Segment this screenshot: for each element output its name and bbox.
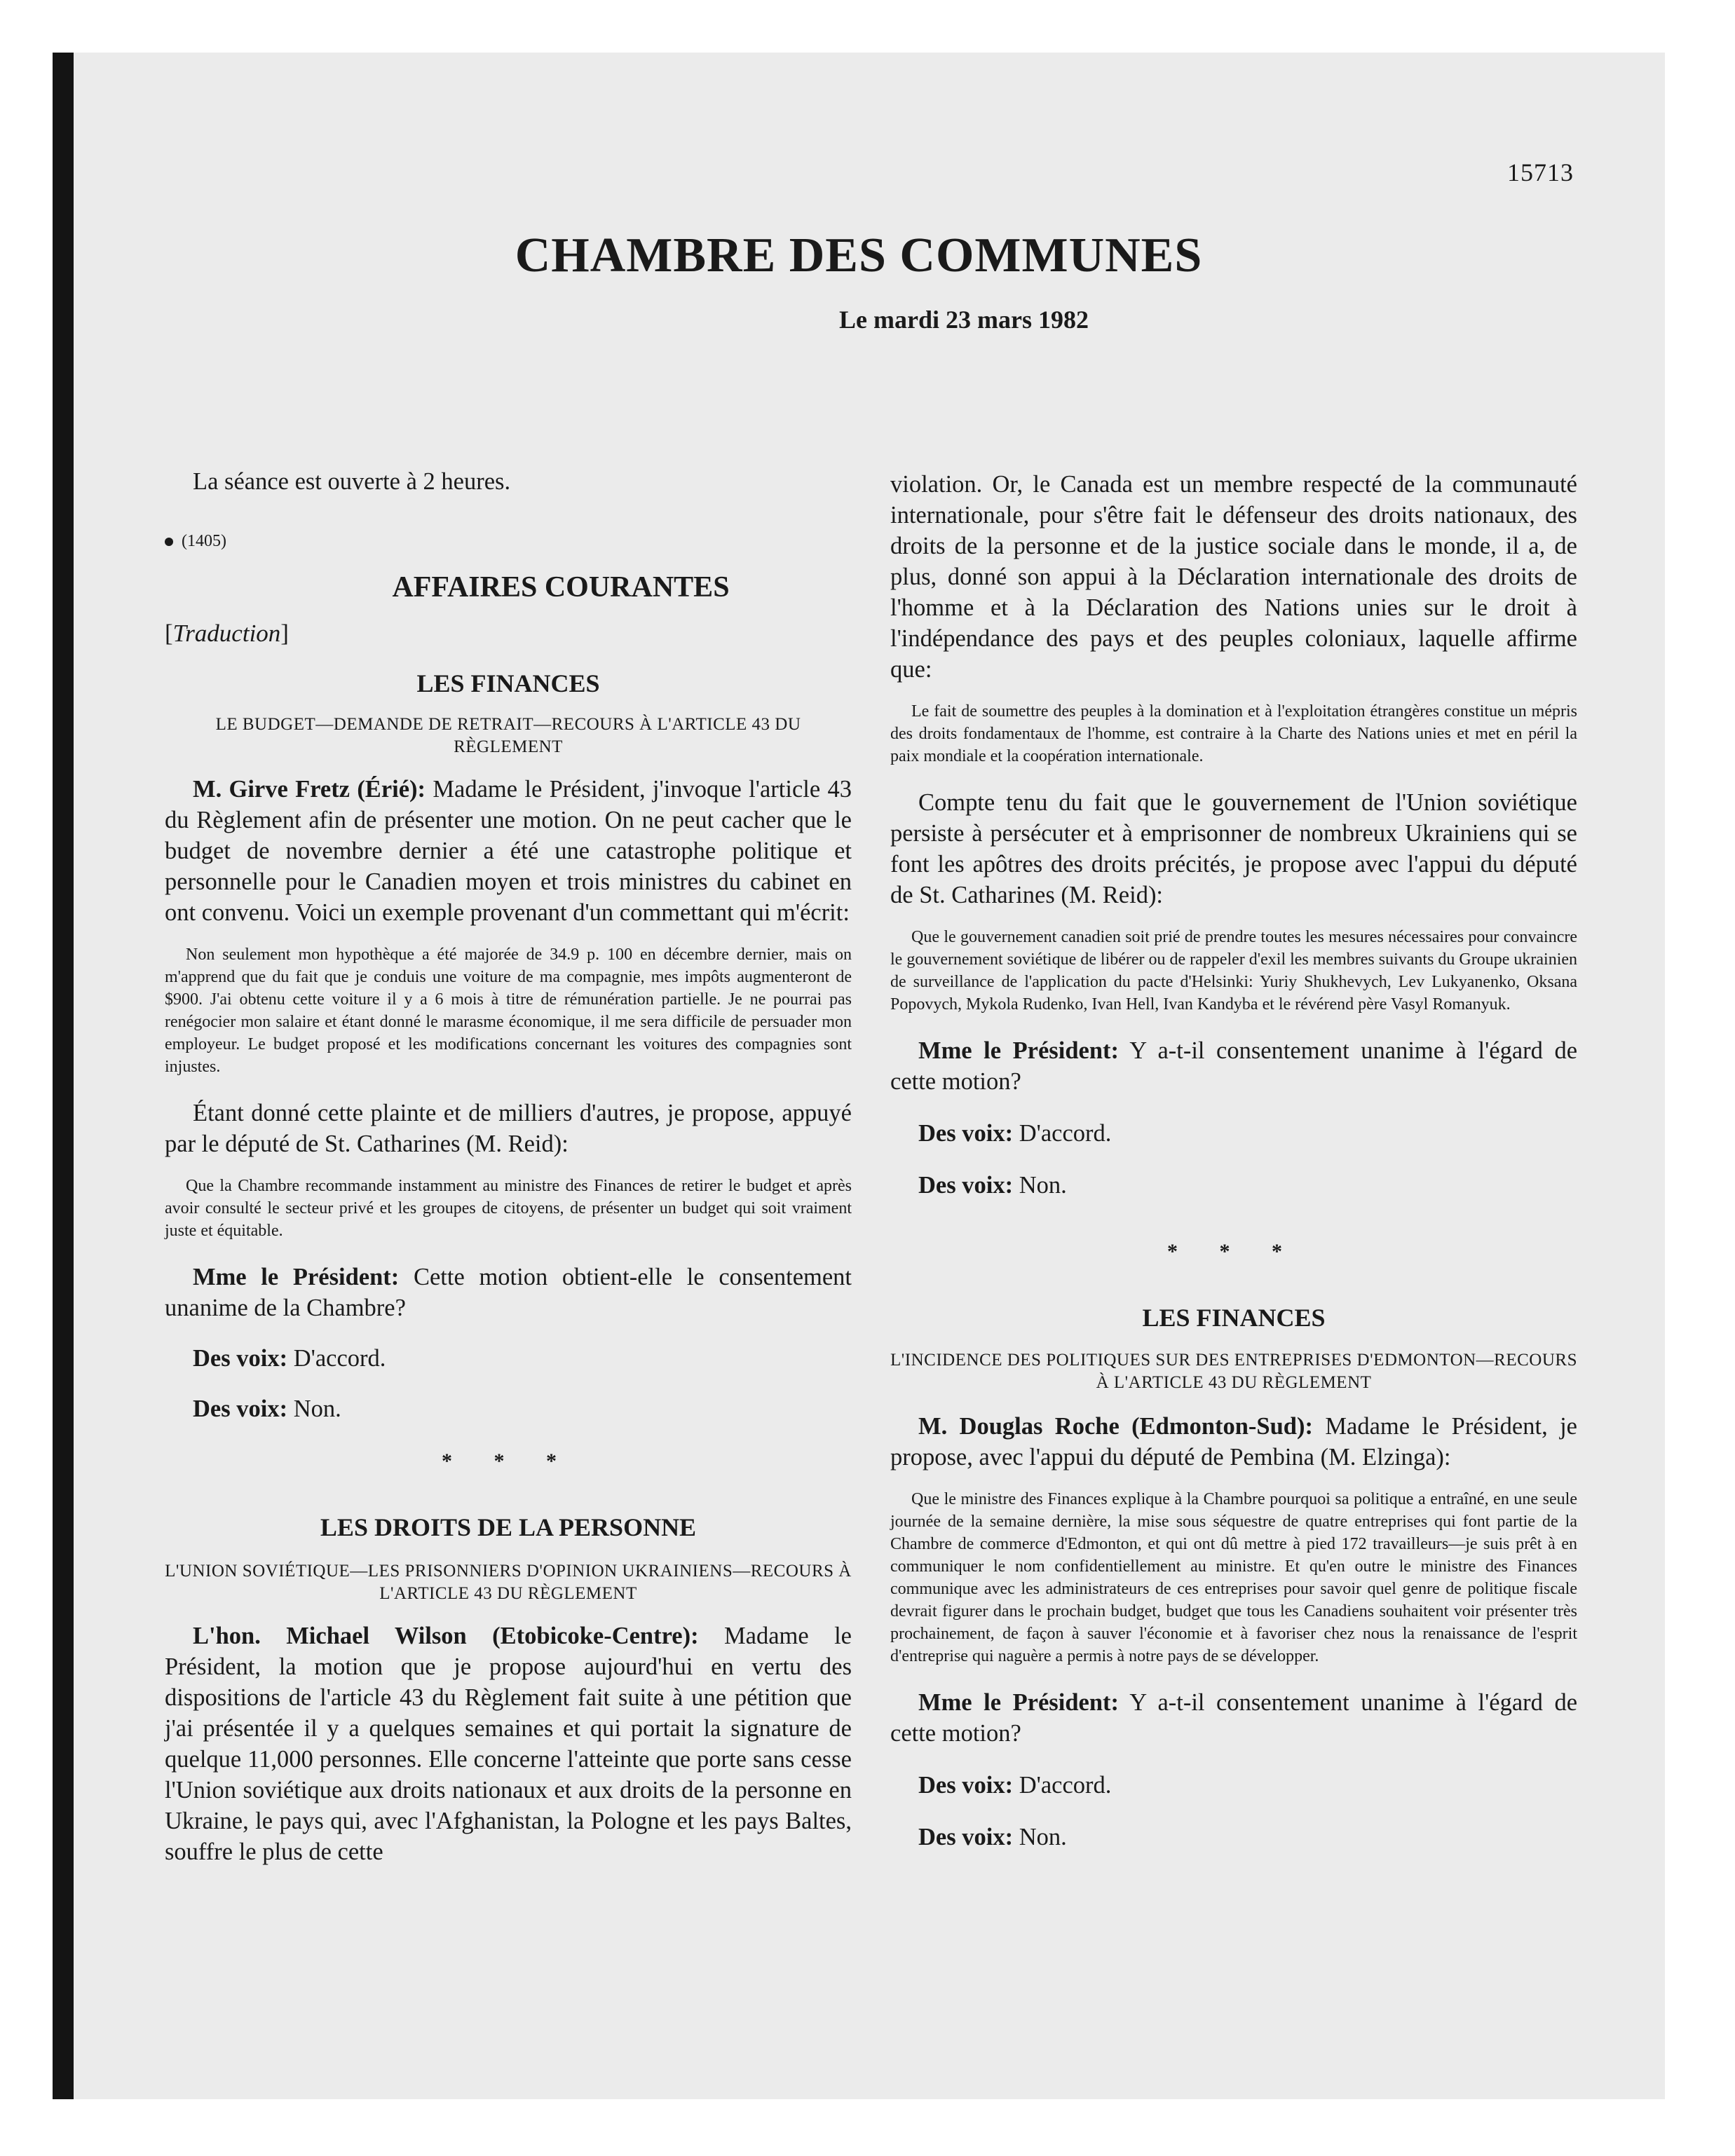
voices-no: [890, 1822, 1577, 1853]
subheading-soviet: L'UNION SOVIÉTIQUE—LES PRISONNIERS D'OPINION UKRAINIENS—RECOURS À L'ARTICLE 43 DU RÈGLEMENT: [165, 1562, 852, 1603]
voices-no-text: Non.: [1013, 1824, 1067, 1850]
speaker-president: Mme le Président:: [918, 1689, 1119, 1716]
voices-label: Des voix:: [918, 1120, 1014, 1147]
speaker-roche: M. Douglas Roche (Edmonton-Sud):: [918, 1413, 1313, 1440]
voices-yes-text: D'accord.: [1013, 1120, 1112, 1147]
voices-label: Des voix:: [193, 1396, 288, 1422]
speaker-president: Mme le Président:: [918, 1037, 1119, 1064]
paragraph-president: [165, 1262, 852, 1323]
motion-wilson-text: Que le gouvernement canadien soit prié de prendre toutes les mesures nécessaires pour convaincre le gouvernement soviétique de libérer ou de rappeler d'exil les membres suivants du Groupe ukrainien de surveillance de l'application du pacte d'Helsinki: Yuriy Shukhevych, Lev Lukyanenko, Oksana Popovych, Mykola Rudenko, Ivan Hell, Ivan Kandyba et le révérend père Vasyl Romanyuk.: [890, 928, 1578, 1014]
quote-declaration-text: Le fait de soumettre des peuples à la domination et à l'exploitation étrangères constitue un mépris des droits fondamentaux de l'homme, est contraire à la Charte des Nations unies et met en péril la paix mondiale et la coopération internationale.: [890, 702, 1577, 765]
heading-rights: LES DROITS DE LA PERSONNE: [320, 1513, 697, 1541]
paragraph-roche: [890, 1411, 1577, 1473]
text-president: Y a-t-il consentement unanime à l'égard de cette motion?: [890, 1037, 1578, 1095]
text-wilson: Madame le Président, la motion que je propose aujourd'hui en vertu des dispositions de l'article 43 du Règlement fait suite à une pétition que j'ai présentée il y a quelques semaines et qui portait la signature de quelque 11,000 personnes. Elle concerne l'atteinte que porte sans cesse l'Union soviétique aux droits nationaux et aux droits de la personne en Ukraine, le pays qui, avec l'Afghanistan, la Pologne et les pays Baltes, souffre le plus de cette: [165, 1623, 852, 1865]
motion-fretz-text: Que la Chambre recommande instamment au ministre des Finances de retirer le budget et après avoir consulté le secteur privé et les groupes de citoyens, de présenter un budget qui soit vraiment juste et équitable.: [165, 1177, 852, 1240]
paragraph-wilson-2: Compte tenu du fait que le gouvernement de l'Union soviétique persiste à persécuter et à emprisonner de nombreux Ukrainiens qui se font les apôtres des droits précités, je propose avec l'appui du député de St. Catharines (M. Reid):: [890, 789, 1577, 908]
binding-edge: [53, 53, 74, 2099]
motion-roche-text: Que le ministre des Finances explique à la Chambre pourquoi sa politique a entraîné, en une seule journée de la semaine dernière, la mise sous séquestre de quatre entreprises qui font partie de la Chambre de commerce d'Edmonton, et qui ont dû mettre à pied 172 travailleurs—je suis prêt à en communiquer le nom confidentiellement au ministre. Et qu'en outre le ministre des Finances communique avec les administrateurs de ces entreprises pour savoir quel genre de politique fiscale devrait figurer dans le prochain budget, budget que tous les Canadiens souhaitent voir présenter très prochainement, de façon à sauver l'économie et à favoriser chez nous la renaissance de l'esprit d'entreprise qui naguère a permis à notre pays de se développer.: [890, 1490, 1577, 1665]
subheading-edmonton: L'INCIDENCE DES POLITIQUES SUR DES ENTREPRISES D'EDMONTON—RECOURS À L'ARTICLE 43 DU RÈGLEMENT: [890, 1351, 1577, 1392]
speaker-fretz: M. Girve Fretz (Érié):: [193, 776, 426, 803]
paragraph-president-2: [890, 1035, 1577, 1097]
paragraph-fretz-2: Étant donné cette plainte et de milliers d'autres, je propose, appuyé par le député de St. Catharines (M. Reid):: [165, 1100, 852, 1157]
heading-finances-2: LES FINANCES: [1142, 1304, 1326, 1332]
masthead-title: CHAMBRE DES COMMUNES: [515, 228, 1203, 282]
motion-fretz: [165, 1175, 852, 1242]
voices-yes: [165, 1343, 852, 1374]
quote-constituent-text: Non seulement mon hypothèque a été majorée de 34.9 p. 100 en décembre dernier, mais on m'apprend que du fait que je conduis une voiture de ma compagnie, mes impôts augmenteront de $900. J'ai obtenu cette voiture il y a 6 mois à titre de rémunération partielle. Je ne pourrai pas renégocier mon salaire et étant donné le marasme économique, il me sera difficile de persuader mon employeur. Le budget proposé et les modifications concernant les voitures des compagnies sont injustes.: [165, 946, 852, 1076]
voices-yes-text: D'accord.: [287, 1345, 386, 1372]
voices-yes: [890, 1118, 1577, 1149]
voices-no-text: Non.: [1013, 1172, 1067, 1199]
paragraph-fretz: [165, 774, 852, 928]
text-roche: Madame le Président, je propose, avec l'appui du député de Pembina (M. Elzinga):: [890, 1413, 1577, 1471]
paragraph-wilson: [165, 1621, 852, 1867]
speaker-wilson: L'hon. Michael Wilson (Etobicoke-Centre):: [193, 1623, 699, 1649]
scanned-page: [53, 53, 1665, 2099]
section-separator: * * *: [442, 1449, 575, 1473]
voices-label: Des voix:: [193, 1345, 288, 1372]
time-marker: [165, 532, 852, 551]
motion-roche: [890, 1488, 1577, 1667]
section-separator: * * *: [1167, 1240, 1300, 1263]
subheading-budget: LE BUDGET—DEMANDE DE RETRAIT—RECOURS À L'ARTICLE 43 DU RÈGLEMENT: [215, 715, 801, 756]
text-fretz: Madame le Président, j'invoque l'article 43 du Règlement afin de présenter une motion. On ne peut cacher que le budget de novembre dernier a été une catastrophe politique et personnelle pour le Canadien moyen et trois ministres du cabinet en ont convenu. Voici un exemple provenant d'un commettant qui m'écrit:: [165, 776, 852, 926]
text-president: Cette motion obtient-elle le consentement unanime de la Chambre?: [165, 1264, 852, 1321]
sitting-opening: La séance est ouverte à 2 heures.: [193, 468, 511, 495]
voices-no: [890, 1170, 1577, 1201]
paragraph-president-3: [890, 1687, 1577, 1749]
translation-note-label: Traduction: [172, 620, 281, 647]
quote-declaration: [890, 700, 1577, 767]
translation-note: [Traduction]: [165, 620, 289, 647]
sitting-date: Le mardi 23 mars 1982: [839, 306, 1089, 334]
voices-label: Des voix:: [918, 1824, 1014, 1850]
voices-no-text: Non.: [287, 1396, 341, 1422]
voices-yes-text: D'accord.: [1013, 1772, 1112, 1799]
voices-label: Des voix:: [918, 1172, 1014, 1199]
left-column: [165, 410, 852, 1867]
heading-finances: LES FINANCES: [416, 669, 600, 697]
voices-no: [165, 1393, 852, 1424]
voices-label: Des voix:: [918, 1772, 1014, 1799]
motion-wilson: [890, 926, 1577, 1016]
paragraph-wilson-cont: violation. Or, le Canada est un membre respecté de la communauté internationale, pour s'être fait le défenseur des droits nationaux, des droits de la personne et de la justice sociale dans le monde, il a, de plus, donné son appui à la Déclaration internationale des droits de l'homme et à la Déclaration des Nations unies sur le droit à l'indépendance des pays et des peuples coloniaux, laquelle affirme que:: [890, 471, 1577, 683]
text-president: Y a-t-il consentement unanime à l'égard de cette motion?: [890, 1689, 1578, 1747]
speaker-president: Mme le Président:: [193, 1264, 400, 1290]
quote-constituent: [165, 943, 852, 1078]
bullet-icon: [165, 538, 173, 546]
voices-yes: [890, 1770, 1577, 1801]
right-column: [890, 410, 1577, 1853]
section-title-routine: AFFAIRES COURANTES: [392, 571, 730, 603]
time-marker-label: (1405): [182, 532, 226, 550]
page-number: 15713: [1507, 158, 1574, 186]
